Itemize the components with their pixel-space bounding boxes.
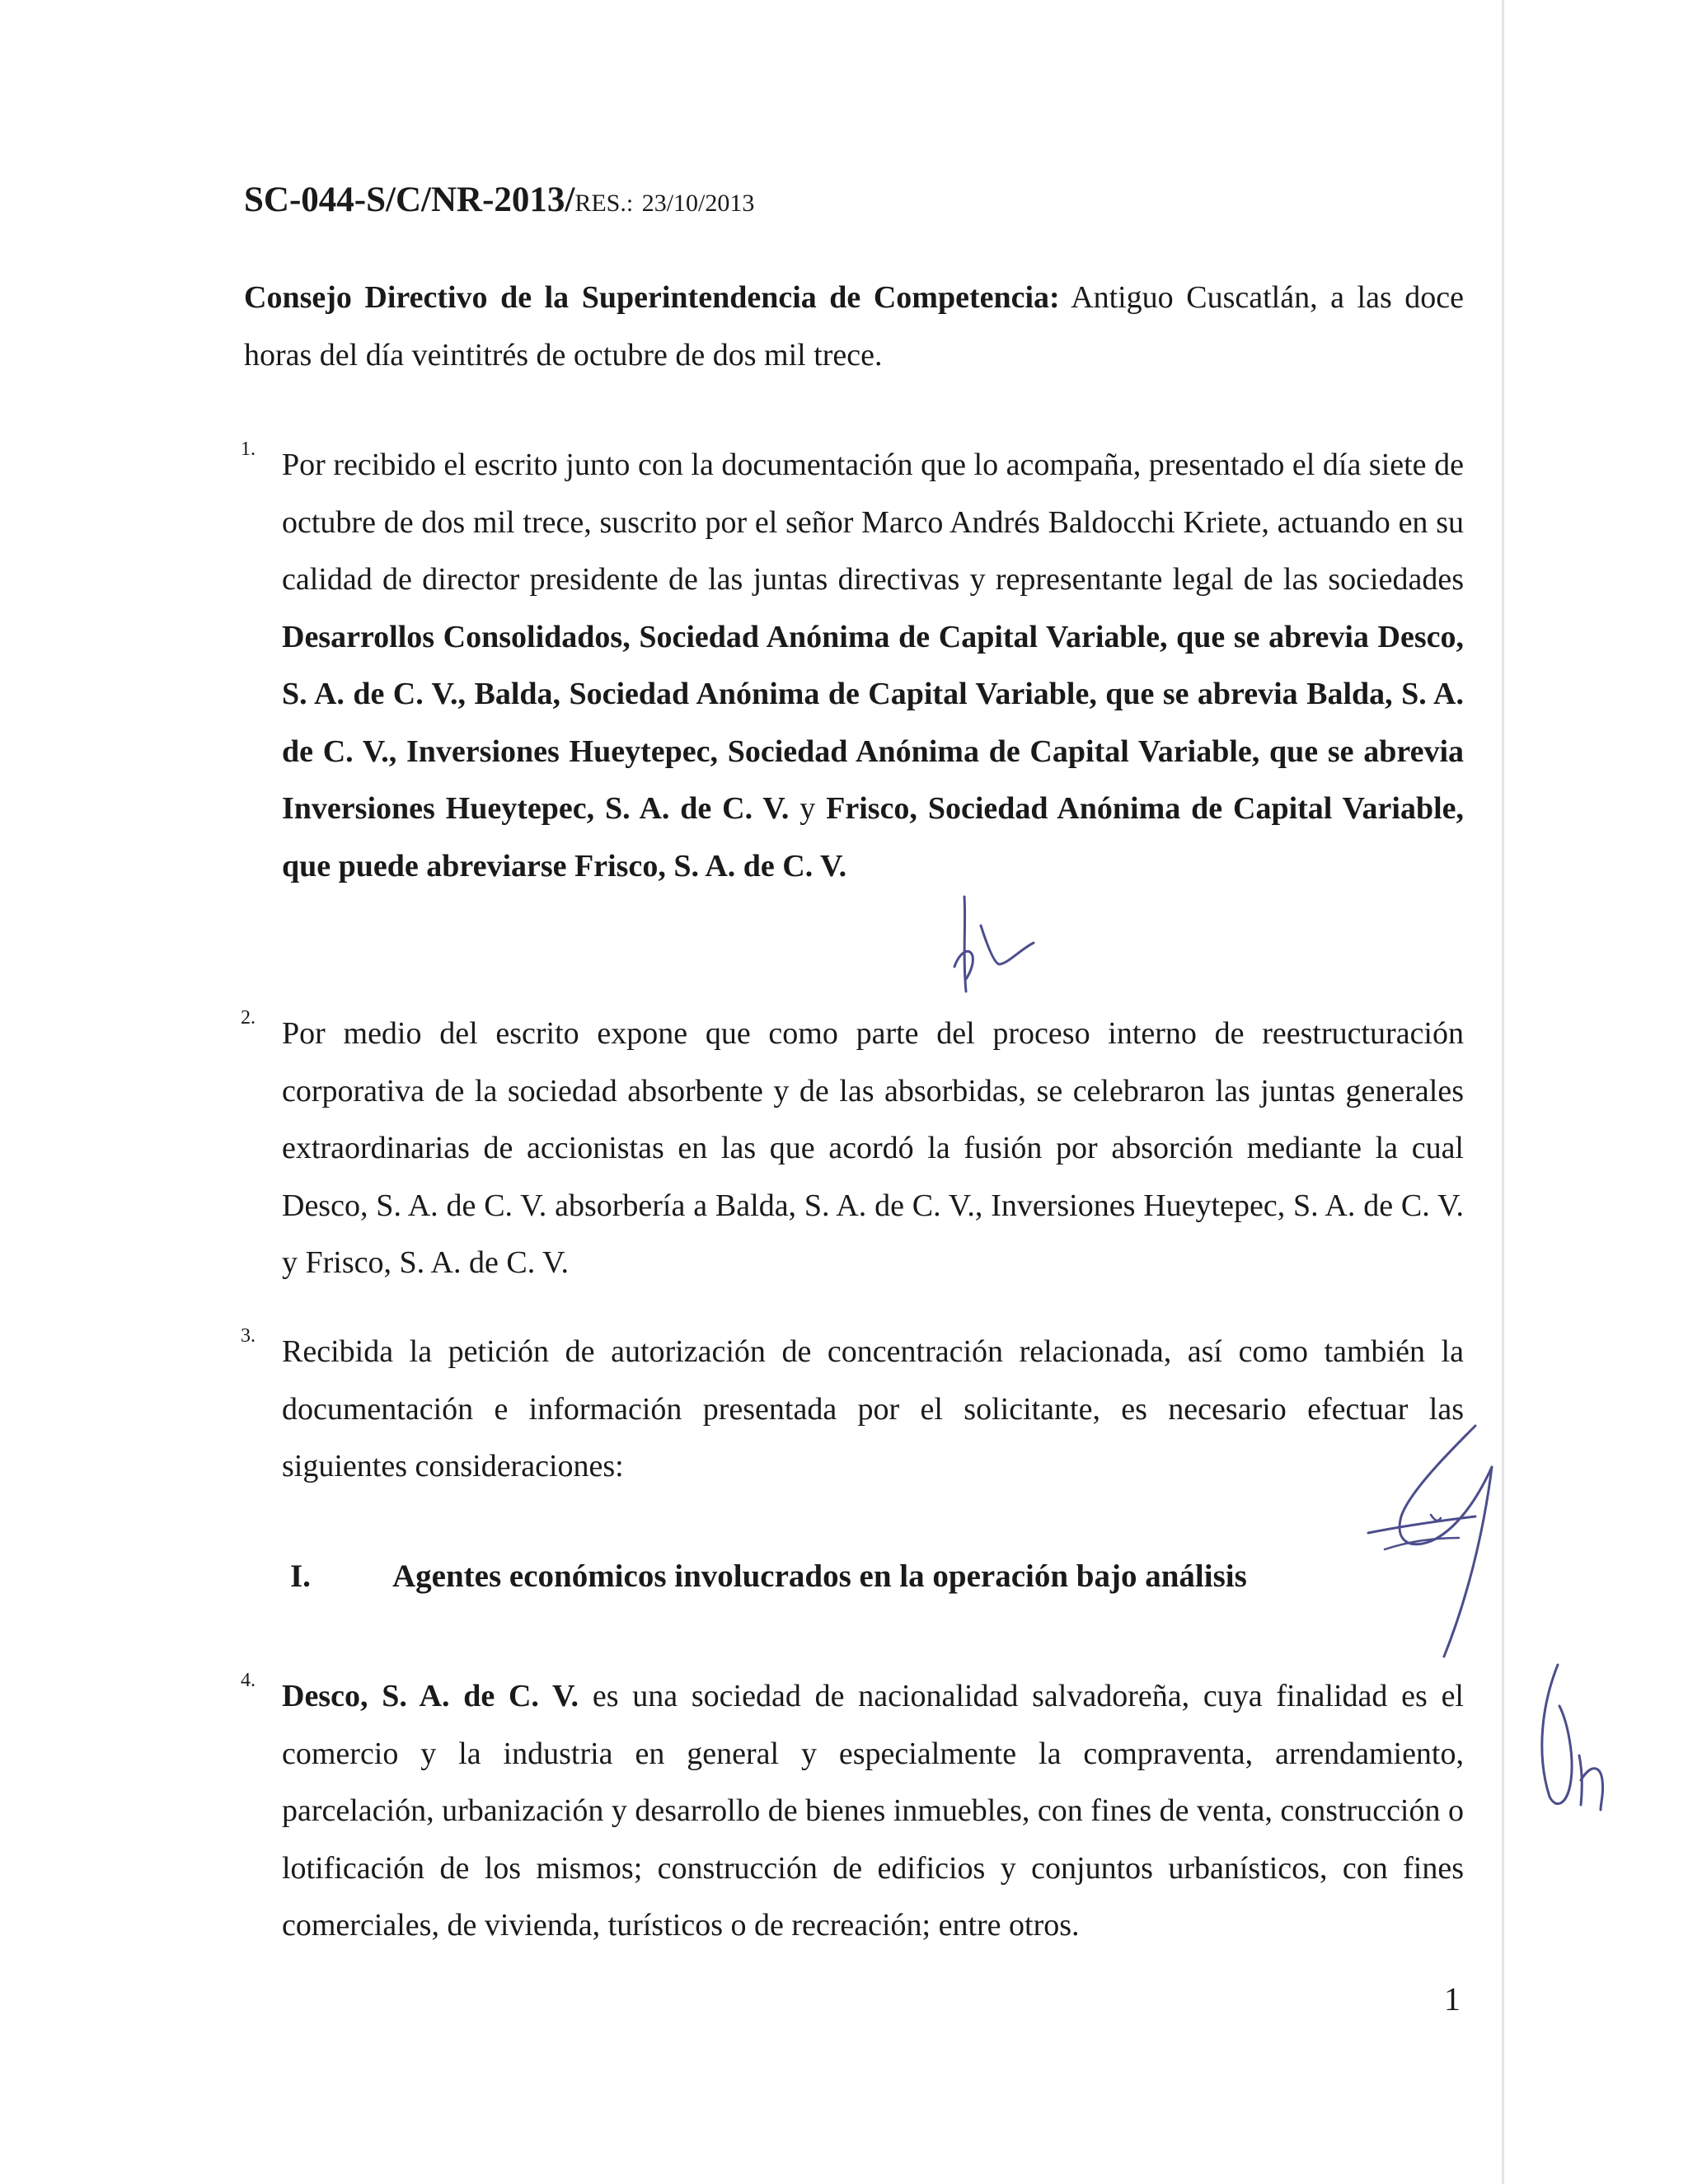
paragraph-number: 1. <box>241 438 256 460</box>
intro-lead: Consejo Directivo de la Superintendencia de Competencia: <box>244 280 1060 315</box>
paragraph-4 <box>282 1668 1464 1955</box>
paragraph-4-company: Desco, S. A. de C. V. <box>282 1679 579 1713</box>
margin-initials-mark <box>1525 1657 1615 1813</box>
section-number: I. <box>290 1558 311 1594</box>
paragraph-1-text: Por recibido el escrito junto con la documentación que lo acompaña, presentado el día siete de octubre de dos mil trece, suscrito por el señor Marco Andrés Baldocchi Kriete, actuando en su calidad de director presidente de las juntas directivas y representante legal de las sociedades <box>282 448 1464 597</box>
paragraph-1 <box>282 437 1464 895</box>
page-edge-line <box>1502 0 1504 2184</box>
intro-text: Antiguo Cuscatlán, a las doce horas del día veintitrés de octubre de dos mil trece. <box>244 280 1464 373</box>
paragraph-number: 3. <box>241 1325 256 1347</box>
handwritten-initials-mark <box>948 888 1047 996</box>
section-title: Agentes económicos involucrados en la operación bajo análisis <box>392 1558 1247 1594</box>
paragraph-1-companies: Desarrollos Consolidados, Sociedad Anónima de Capital Variable, que se abrevia Desco, S. A. de C. V., Balda, Sociedad Anónima de Capital Variable, que se abrevia Balda, S. A. de C. V., Inversiones Hueytepec, Sociedad Anónima de Capital Variable, que se abrevia Inversiones Hueytepec, S. A. de C. V. <box>282 619 1464 826</box>
resolution-date: 23/10/2013 <box>641 190 755 217</box>
resolution-label: RES.: <box>574 190 634 217</box>
intro-paragraph <box>244 269 1464 384</box>
paragraph-number: 2. <box>241 1007 256 1029</box>
document-reference <box>244 180 754 220</box>
paragraph-number: 4. <box>241 1670 256 1691</box>
section-heading <box>290 1558 1247 1595</box>
paragraph-4-text: es una sociedad de nacionalidad salvadoreña, cuya finalidad es el comercio y la industria en general y especialmente la compraventa, arrendamiento, parcelación, urbanización y desarrollo de bienes inmuebles, con fines de venta, construcción o lotificación de los mismos; construcción de edificios y conjuntos urbanísticos, con fines comerciales, de vivienda, turísticos o de recreación; entre otros. <box>282 1679 1464 1943</box>
paragraph-1-conjunction: y <box>799 791 816 826</box>
paragraph-3: Recibida la petición de autorización de concentración relacionada, así como también la documentación e información presentada por el solicitante, es necesario efectuar las siguientes consideraciones: <box>282 1334 1464 1483</box>
page-number: 1 <box>1444 1980 1461 2018</box>
case-code: SC-044-S/C/NR-2013/ <box>244 180 575 219</box>
signature-mark <box>1352 1418 1517 1665</box>
paragraph-1-frisco: Frisco, Sociedad Anónima de Capital Variable, que puede abreviarse Frisco, S. A. de C. V. <box>282 791 1464 883</box>
paragraph-2: Por medio del escrito expone que como parte del proceso interno de reestructuración corporativa de la sociedad absorbente y de las absorbidas, se celebraron las juntas generales extraordinarias de accionistas en las que acordó la fusión por absorción mediante la cual Desco, S. A. de C. V. absorbería a Balda, S. A. de C. V., Inversiones Hueytepec, S. A. de C. V. y Frisco, S. A. de C. V. <box>282 1016 1464 1280</box>
